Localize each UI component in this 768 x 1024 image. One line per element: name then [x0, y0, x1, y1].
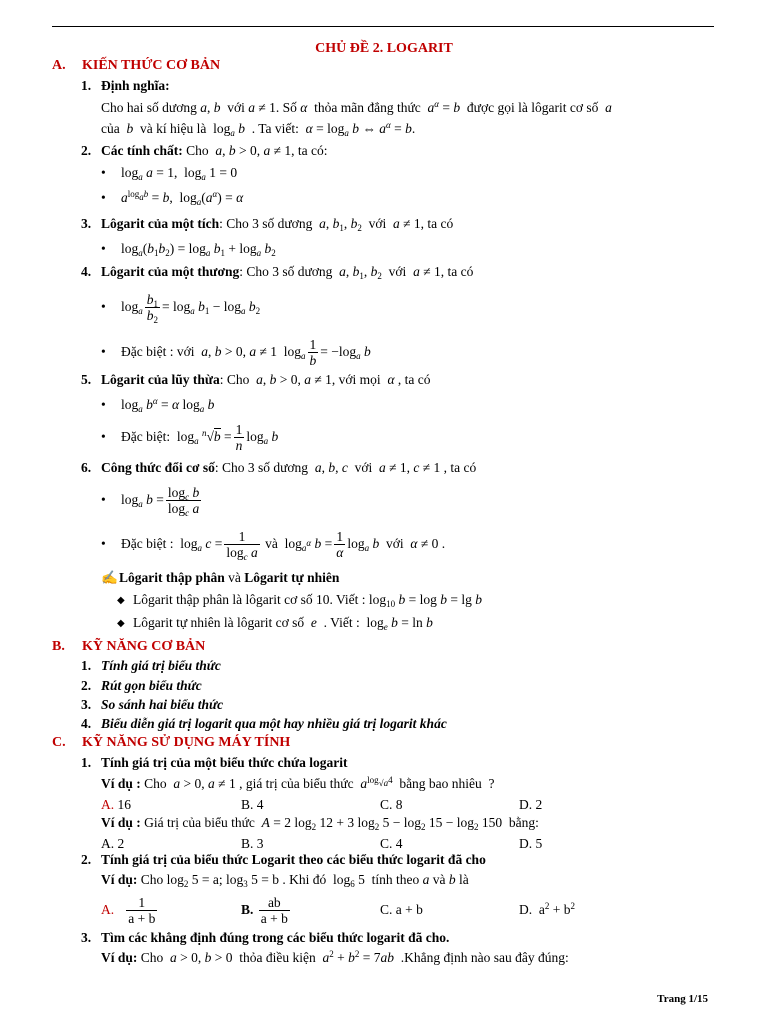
- definition-line-2: của b và kí hiệu là $\log_a b$ . Ta viết: $\alpha = \log_a b$ ⇔ $a^\alpha = b$.: [101, 120, 416, 138]
- ex2-option-d[interactable]: D. 5: [519, 836, 543, 851]
- skill-item-4: 4. Biểu diễn giá trị logarit qua một hay nhiều giá trị logarit khác: [81, 716, 447, 731]
- log-quotient-formula: • $\log_a$ $\frac{b_1}{b_2}$ = $\log_a b_1 - \log_a b_2$: [101, 292, 261, 326]
- ex2-option-c[interactable]: C. 4: [380, 836, 403, 851]
- definition-heading: 1. Định nghĩa:: [81, 78, 170, 93]
- log-product-formula: • $\log_a(b_1b_2) = \log_a b_1 + \log_a b_2$: [101, 241, 276, 258]
- ex1-option-c[interactable]: C. 8: [380, 797, 403, 812]
- calc-item-1: 1. Tính giá trị của một biểu thức chứa logarit: [81, 755, 348, 770]
- log-quotient-heading: 4. Lôgarit của một thương: Cho 3 số dương a, $b_1$, $b_2$ với a ≠ 1, ta có: [81, 264, 474, 281]
- log-power-formula: • $\log_a b^\alpha = \alpha$ $\log_a b$: [101, 396, 215, 414]
- page-title: CHỦ ĐỀ 2. LOGARIT: [315, 41, 453, 56]
- example-2: Ví dụ : Giá trị của biểu thức A = 2 $\log_2 12 + 3$ $\log_2 5 - \log_2 15 - \log_2 150$ bằng:: [101, 815, 539, 832]
- ex2-option-a[interactable]: A. 2: [101, 836, 125, 851]
- properties-heading: 2. Các tính chất: Cho a, b > 0, a ≠ 1, ta có:: [81, 143, 328, 158]
- note-item-decimal: ◆ Lôgarit thập phân là lôgarit cơ số 10. Viết : $\log_{10} b = \log b = \lg b$: [117, 592, 483, 609]
- page-number: Trang 1/15: [657, 993, 708, 1005]
- definition-line-1: Cho hai số dương a, b với a ≠ 1. Số α thỏa mãn đẳng thức $a^\alpha = b$ được gọi là lôgarit cơ số a: [101, 99, 612, 115]
- ex1-option-d[interactable]: D. 2: [519, 797, 543, 812]
- ex3-option-d[interactable]: D. $a^2 + b^2$: [519, 901, 575, 917]
- note-heading: ✍Lôgarit thập phân và Lôgarit tự nhiên: [101, 570, 340, 585]
- section-b-heading: B. KỸ NĂNG CƠ BẢN: [52, 639, 206, 654]
- calc-item-3: 3. Tìm các khẳng định đúng trong các biểu thức logarit đã cho.: [81, 930, 450, 945]
- change-base-formula: • $\log_a b$ = $\frac{\log_c b}{\log_c a}$: [101, 485, 200, 519]
- calc-item-2: 2. Tính giá trị của biểu thức Logarit theo các biểu thức logarit đã cho: [81, 852, 486, 867]
- log-quotient-special: • Đặc biệt : với a, b > 0, a ≠ 1 $\log_a$ $\frac{1}{b}$ = $-\log_a$ b: [101, 337, 371, 369]
- property-2: • $a^{log_ab} = b$, $\log_a(a^\alpha) = \alpha$: [101, 189, 244, 207]
- ex2-option-b[interactable]: B. 3: [241, 836, 264, 851]
- top-rule: [52, 26, 714, 27]
- ex1-option-a[interactable]: A. 16: [101, 797, 131, 812]
- log-power-special: • Đặc biệt: $\log_a ^n√b$ = $\frac{1}{n}$ $\log_a b$: [101, 422, 279, 454]
- example-4: Ví dụ: Cho a > 0, b > 0 thỏa điều kiện $a^2 + b^2 = 7ab$ .Khẳng định nào sau đây đúng:: [101, 949, 569, 965]
- ex1-option-b[interactable]: B. 4: [241, 797, 264, 812]
- property-1: • $\log_a a = 1$, $\log_a 1 = 0$: [101, 165, 238, 182]
- section-a-heading: A. KIẾN THỨC CƠ BẢN: [52, 58, 221, 73]
- skill-item-2: 2. Rút gọn biểu thức: [81, 678, 202, 693]
- ex3-option-c[interactable]: C. a + b: [380, 902, 423, 917]
- change-base-special: • Đặc biệt : $\log_a c$ = $\frac{1}{\log_c a}$ và $\log_{a^\alpha} b$ = $\frac{1}{\alpha}$ $\log_a b$ với α ≠ 0 .: [101, 529, 446, 563]
- log-power-heading: 5. Lôgarit của lũy thừa: Cho a, b > 0, a ≠ 1, với mọi α , ta có: [81, 372, 431, 387]
- section-c-heading: C. KỸ NĂNG SỬ DỤNG MÁY TÍNH: [52, 735, 291, 750]
- log-product-heading: 3. Lôgarit của một tích: Cho 3 số dương a, $b_1$, $b_2$ với a ≠ 1, ta có: [81, 216, 454, 233]
- example-3: Ví dụ: Cho $\log_2 5 = a$; $\log_3 5 = b$ . Khi đó $\log_6 5$ tính theo a và b là: [101, 872, 469, 889]
- ex3-option-a[interactable]: A. $\frac{1}{a + b}$: [101, 895, 156, 927]
- change-base-heading: 6. Công thức đổi cơ số: Cho 3 số dương a, b, c với a ≠ 1, c ≠ 1 , ta có: [81, 460, 477, 475]
- note-item-natural: ◆ Lôgarit tự nhiên là lôgarit cơ số e . Viết : $\log_e b = \ln b$: [117, 615, 433, 632]
- diamond-bullet-icon: ◆: [117, 618, 125, 629]
- skill-item-1: 1. Tính giá trị biểu thức: [81, 658, 221, 673]
- pencil-icon: ✍: [101, 570, 118, 585]
- ex3-option-b[interactable]: B. $\frac{ab}{a + b}$: [241, 895, 288, 927]
- skill-item-3: 3. So sánh hai biểu thức: [81, 697, 224, 712]
- diamond-bullet-icon: ◆: [117, 595, 125, 606]
- example-1: Ví dụ : Cho a > 0, a ≠ 1 , giá trị của biểu thức $a^{log_{√a}4}$ bằng bao nhiêu ?: [101, 775, 495, 791]
